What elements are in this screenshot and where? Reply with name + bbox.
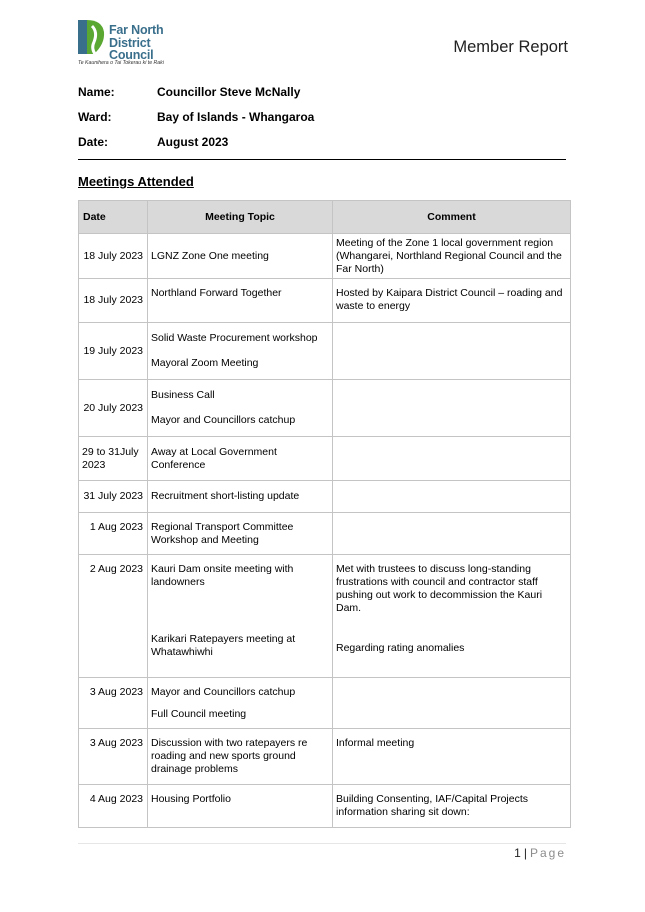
- row-date: 2 Aug 2023: [79, 555, 148, 678]
- table-row: [79, 555, 571, 678]
- council-logo-name: [109, 24, 188, 62]
- table-row: [79, 234, 571, 279]
- report-title: Member Report: [453, 38, 568, 56]
- row-topic: Recruitment short-listing update: [148, 481, 333, 513]
- name-value: Councillor Steve McNally: [157, 85, 301, 99]
- table-row: [79, 380, 571, 437]
- section-title: Meetings Attended: [78, 174, 194, 189]
- row-date: 4 Aug 2023: [79, 785, 148, 828]
- row-topic: [148, 323, 333, 380]
- table-header-row: [79, 201, 571, 234]
- row-comment: Meeting of the Zone 1 local government region (Whangarei, Northland Regional Council and the Far North): [333, 234, 571, 279]
- council-name-line2: District Council: [109, 35, 154, 62]
- row-comment: [333, 380, 571, 437]
- date-label: Date:: [78, 135, 109, 149]
- column-header-date: Date: [79, 201, 148, 234]
- row-date: 18 July 2023: [79, 234, 148, 279]
- table-row: [79, 279, 571, 323]
- row-topic-item: Full Council meeting: [151, 708, 247, 720]
- row-date: 3 Aug 2023: [79, 729, 148, 785]
- row-topic: LGNZ Zone One meeting: [148, 234, 333, 279]
- row-date: 19 July 2023: [79, 323, 148, 380]
- row-topic: Discussion with two ratepayers re roading and new sports ground drainage problems: [148, 729, 333, 785]
- table-row: [79, 729, 571, 785]
- council-logo-icon: [78, 18, 106, 58]
- council-name-line1: Far North: [109, 23, 164, 37]
- council-logo: [78, 18, 188, 68]
- column-header-comment: Comment: [333, 201, 571, 234]
- row-comment: [333, 323, 571, 380]
- page-footer: [514, 846, 566, 860]
- date-value: August 2023: [157, 135, 229, 149]
- footer-divider: [78, 843, 566, 844]
- row-comment: [333, 678, 571, 729]
- ward-value: Bay of Islands - Whangaroa: [157, 110, 315, 124]
- row-topic: Regional Transport Committee Workshop and Meeting: [148, 513, 333, 555]
- row-comment: Informal meeting: [333, 729, 571, 785]
- table-row: [79, 513, 571, 555]
- row-topic: [148, 380, 333, 437]
- row-date: 1 Aug 2023: [79, 513, 148, 555]
- row-topic-item: Mayor and Councillors catchup: [151, 414, 296, 426]
- table-row: [79, 323, 571, 380]
- column-header-topic: Meeting Topic: [148, 201, 333, 234]
- row-topic-item: Kauri Dam onsite meeting with landowners: [151, 563, 294, 588]
- row-comment: Building Consenting, IAF/Capital Projects information sharing sit down:: [333, 785, 571, 828]
- table-row: [79, 481, 571, 513]
- council-tagline: Te Kaunihera o Tai Tokerau ki te Raki: [78, 60, 164, 66]
- row-topic-item: Mayoral Zoom Meeting: [151, 357, 259, 369]
- row-topic-item: Solid Waste Procurement workshop: [151, 332, 318, 344]
- name-label: Name:: [78, 85, 115, 99]
- page-number: 1: [514, 846, 521, 860]
- row-date: 18 July 2023: [79, 279, 148, 323]
- row-comment-item: Regarding rating anomalies: [336, 642, 465, 654]
- meetings-table: [78, 200, 571, 828]
- row-date: 20 July 2023: [79, 380, 148, 437]
- row-comment: [333, 481, 571, 513]
- row-topic-item: Mayor and Councillors catchup: [151, 686, 296, 698]
- row-comment-item: Met with trustees to discuss long-standing frustrations with council and contractor staff pushing out work to decommission the Kauri Dam.: [336, 563, 543, 614]
- row-date: 29 to 31July 2023: [79, 437, 148, 481]
- header-divider: [78, 159, 566, 160]
- row-topic-item: Karikari Ratepayers meeting at Whatawhiwhi: [151, 633, 296, 658]
- row-topic: [148, 678, 333, 729]
- row-date: 3 Aug 2023: [79, 678, 148, 729]
- row-topic: Away at Local Government Conference: [148, 437, 333, 481]
- row-comment: [333, 555, 571, 678]
- row-topic-item: Business Call: [151, 389, 215, 401]
- table-row: [79, 678, 571, 729]
- row-comment: Hosted by Kaipara District Council – roading and waste to energy: [333, 279, 571, 323]
- row-topic: Northland Forward Together: [148, 279, 333, 323]
- table-row: [79, 785, 571, 828]
- row-comment: [333, 437, 571, 481]
- ward-label: Ward:: [78, 110, 112, 124]
- page-separator: |: [523, 846, 527, 860]
- row-topic: [148, 555, 333, 678]
- page-word: Page: [529, 846, 566, 860]
- table-row: [79, 437, 571, 481]
- row-date: 31 July 2023: [79, 481, 148, 513]
- row-topic: Housing Portfolio: [148, 785, 333, 828]
- row-comment: [333, 513, 571, 555]
